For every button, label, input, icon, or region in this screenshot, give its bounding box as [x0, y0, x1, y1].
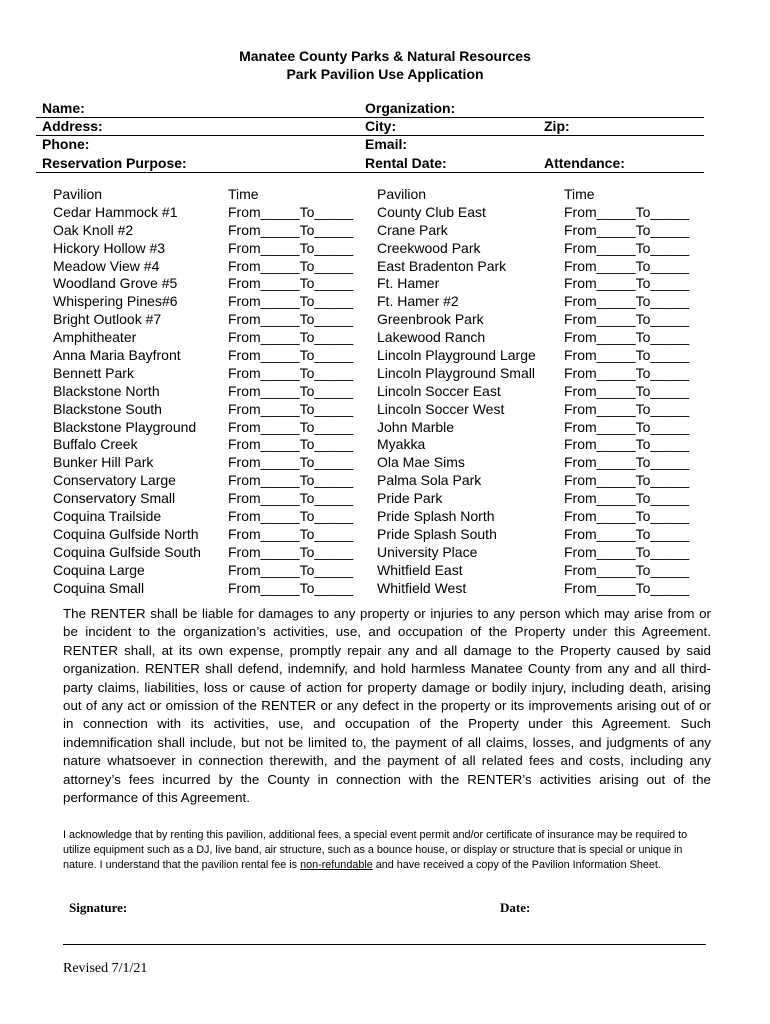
time-range-field[interactable]: From_____To_____ — [564, 329, 690, 346]
pavilion-row — [53, 436, 373, 454]
time-range-field[interactable]: From_____To_____ — [564, 490, 690, 507]
pavilion-name: Creekwood Park — [377, 239, 481, 256]
pavilion-row — [53, 383, 373, 401]
pavilion-name: Pride Park — [377, 490, 443, 507]
time-range-field[interactable]: From_____To_____ — [228, 329, 354, 346]
pavilion-row — [377, 544, 707, 562]
pavilion-name: Coquina Trailside — [53, 508, 162, 525]
pavilion-name: Coquina Gulfside North — [53, 525, 199, 542]
pavilion-name: Conservatory Large — [53, 472, 176, 489]
time-range-field[interactable]: From_____To_____ — [564, 257, 690, 274]
time-range-field[interactable]: From_____To_____ — [564, 472, 690, 489]
pavilion-name: Coquina Gulfside South — [53, 543, 201, 560]
time-range-field[interactable]: From_____To_____ — [228, 364, 354, 381]
time-range-field[interactable]: From_____To_____ — [228, 561, 354, 578]
time-range-field[interactable]: From_____To_____ — [228, 579, 354, 596]
time-range-field[interactable]: From_____To_____ — [564, 418, 690, 435]
reservation-purpose-field[interactable]: Reservation Purpose: — [42, 155, 187, 171]
time-range-field[interactable]: From_____To_____ — [228, 472, 354, 489]
time-range-field[interactable]: From_____To_____ — [228, 311, 354, 328]
pavilion-row — [377, 526, 707, 544]
time-range-field[interactable]: From_____To_____ — [564, 579, 690, 596]
pavilion-name: Ola Mae Sims — [377, 454, 465, 471]
revision-date: Revised 7/1/21 — [63, 961, 148, 976]
pavilion-row — [377, 311, 707, 329]
pavilion-name: Blackstone South — [53, 400, 162, 417]
title-line-2: Park Pavilion Use Application — [286, 66, 484, 82]
liability-paragraph: The RENTER shall be liable for damages to any property or injuries to any person which may arise from or be incident to the organization’s activities, use, and occupation of the Property under this Agreement. RENTER shall, at its own expense, promptly repair any and all damage to the Property caused by said organization. RENTER shall defend, indemnify, and hold harmless Manatee County from any and all third-party claims, liabilities, loss or cause of action for property damage or bodily injury, including death, arising out of any act or omission of the RENTER or any defect in the property or its improvements arising out of or in connection with its activities, use, and occupation of the Property under this Agreement. Such indemnification shall include, but not be limited to, the payment of all claims, losses, and judgments of any nature whatsoever in connection therewith, and the payment of all related fees and costs, including any attorney’s fees incurred by the County in connection with the RENTER’s activities arising out of the performance of this Agreement. — [63, 606, 711, 806]
pavilion-row — [377, 329, 707, 347]
time-range-field[interactable]: From_____To_____ — [564, 543, 690, 560]
pavilion-row — [53, 508, 373, 526]
pavilion-name: Buffalo Creek — [53, 436, 138, 453]
acknowledgement-paragraph — [63, 828, 703, 874]
time-range-field[interactable]: From_____To_____ — [564, 347, 690, 364]
time-range-field[interactable]: From_____To_____ — [564, 508, 690, 525]
signature-line — [63, 944, 706, 945]
pavilion-name: Whitfield West — [377, 579, 467, 596]
pavilion-row — [377, 419, 707, 437]
name-field[interactable]: Name: — [42, 100, 85, 116]
pavilion-row — [377, 580, 707, 598]
pavilion-row — [53, 401, 373, 419]
pavilion-name: Palma Sola Park — [377, 472, 482, 489]
pavilion-row — [53, 222, 373, 240]
pavilion-name: University Place — [377, 543, 478, 560]
pavilion-name: Pride Splash South — [377, 525, 497, 542]
time-header: Time — [228, 186, 259, 202]
time-range-field[interactable]: From_____To_____ — [228, 436, 354, 453]
time-range-field[interactable]: From_____To_____ — [228, 454, 354, 471]
list-header — [377, 186, 707, 204]
pavilion-row — [377, 490, 707, 508]
city-field[interactable]: City: — [365, 118, 397, 134]
pavilion-row — [377, 240, 707, 258]
signature-field[interactable]: Signature: — [69, 900, 128, 915]
pavilion-name: Lakewood Ranch — [377, 329, 486, 346]
pavilion-name: Woodland Grove #5 — [53, 275, 178, 292]
pavilion-row — [53, 204, 373, 222]
pavilion-name: Anna Maria Bayfront — [53, 347, 181, 364]
pavilion-row — [377, 401, 707, 419]
address-field[interactable]: Address: — [42, 118, 103, 134]
non-refundable-text: non-refundable — [300, 859, 373, 872]
time-range-field[interactable]: From_____To_____ — [564, 311, 690, 328]
pavilion-list-right — [377, 186, 707, 597]
pavilion-name: Lincoln Playground Large — [377, 347, 536, 364]
time-range-field[interactable]: From_____To_____ — [564, 382, 690, 399]
pavilion-row — [377, 222, 707, 240]
pavilion-row — [53, 258, 373, 276]
pavilion-name: Lincoln Soccer West — [377, 400, 505, 417]
pavilion-row — [377, 472, 707, 490]
time-range-field[interactable]: From_____To_____ — [564, 400, 690, 417]
time-range-field[interactable]: From_____To_____ — [564, 561, 690, 578]
time-range-field[interactable]: From_____To_____ — [228, 418, 354, 435]
pavilion-name: Hickory Hollow #3 — [53, 239, 166, 256]
pavilion-name: Ft. Hamer #2 — [377, 293, 459, 310]
list-header — [53, 186, 373, 204]
pavilion-row — [53, 329, 373, 347]
pavilion-name: Bright Outlook #7 — [53, 311, 162, 328]
pavilion-name: Whispering Pines#6 — [53, 293, 178, 310]
pavilion-row — [53, 562, 373, 580]
pavilion-row — [53, 419, 373, 437]
pavilion-row — [377, 293, 707, 311]
attendance-field[interactable]: Attendance: — [544, 155, 625, 171]
pavilion-name: Myakka — [377, 436, 426, 453]
pavilion-row — [377, 454, 707, 472]
acknowledgement-text-end: and have received a copy of the Pavilion Information Sheet. — [372, 859, 661, 872]
pavilion-name: Pride Splash North — [377, 508, 495, 525]
pavilion-row — [53, 240, 373, 258]
zip-field[interactable]: Zip: — [544, 118, 570, 134]
pavilion-name: Lincoln Playground Small — [377, 364, 535, 381]
pavilion-row — [377, 383, 707, 401]
time-range-field[interactable]: From_____To_____ — [564, 203, 690, 220]
time-range-field[interactable]: From_____To_____ — [228, 221, 354, 238]
time-range-field[interactable]: From_____To_____ — [564, 454, 690, 471]
pavilion-row — [53, 544, 373, 562]
pavilion-row — [53, 311, 373, 329]
pavilion-row — [53, 454, 373, 472]
divider — [36, 172, 704, 173]
time-range-field[interactable]: From_____To_____ — [564, 275, 690, 292]
pavilion-name: Bunker Hill Park — [53, 454, 154, 471]
pavilion-name: Conservatory Small — [53, 490, 176, 507]
pavilion-name: County Club East — [377, 203, 486, 220]
time-range-field[interactable]: From_____To_____ — [564, 436, 690, 453]
pavilion-name: Greenbrook Park — [377, 311, 484, 328]
pavilion-row — [53, 580, 373, 598]
pavilion-row — [53, 293, 373, 311]
pavilion-row — [53, 365, 373, 383]
pavilion-name: John Marble — [377, 418, 455, 435]
time-range-field[interactable]: From_____To_____ — [228, 543, 354, 560]
title-line-1: Manatee County Parks & Natural Resources — [239, 48, 531, 64]
pavilion-name: East Bradenton Park — [377, 257, 507, 274]
pavilion-row — [53, 490, 373, 508]
pavilion-name: Oak Knoll #2 — [53, 221, 134, 238]
time-range-field[interactable]: From_____To_____ — [228, 293, 354, 310]
time-range-field[interactable]: From_____To_____ — [228, 382, 354, 399]
time-range-field[interactable]: From_____To_____ — [228, 275, 354, 292]
time-range-field[interactable]: From_____To_____ — [228, 525, 354, 542]
pavilion-header: Pavilion — [53, 186, 103, 202]
pavilion-name: Amphitheater — [53, 329, 137, 346]
time-range-field[interactable]: From_____To_____ — [228, 508, 354, 525]
time-header: Time — [564, 186, 595, 202]
time-range-field[interactable]: From_____To_____ — [564, 525, 690, 542]
pavilion-row — [377, 508, 707, 526]
time-range-field[interactable]: From_____To_____ — [228, 400, 354, 417]
pavilion-row — [377, 436, 707, 454]
pavilion-name: Whitfield East — [377, 561, 463, 578]
pavilion-row — [377, 275, 707, 293]
pavilion-row — [377, 365, 707, 383]
pavilion-list-left — [53, 186, 373, 597]
time-range-field[interactable]: From_____To_____ — [564, 293, 690, 310]
time-range-field[interactable]: From_____To_____ — [228, 347, 354, 364]
pavilion-row — [53, 472, 373, 490]
email-field[interactable]: Email: — [365, 136, 408, 152]
pavilion-row — [53, 275, 373, 293]
pavilion-header: Pavilion — [377, 186, 427, 202]
time-range-field[interactable]: From_____To_____ — [228, 490, 354, 507]
pavilion-name: Cedar Hammock #1 — [53, 203, 178, 220]
pavilion-name: Crane Park — [377, 221, 448, 238]
pavilion-name: Ft. Hamer — [377, 275, 440, 292]
time-range-field[interactable]: From_____To_____ — [228, 239, 354, 256]
organization-field[interactable]: Organization: — [365, 100, 456, 116]
pavilion-name: Coquina Small — [53, 579, 145, 596]
pavilion-row — [53, 526, 373, 544]
pavilion-name: Lincoln Soccer East — [377, 382, 501, 399]
time-range-field[interactable]: From_____To_____ — [564, 221, 690, 238]
pavilion-name: Coquina Large — [53, 561, 145, 578]
phone-field[interactable]: Phone: — [42, 136, 90, 152]
pavilion-row — [53, 347, 373, 365]
pavilion-row — [377, 204, 707, 222]
pavilion-name: Meadow View #4 — [53, 257, 160, 274]
time-range-field[interactable]: From_____To_____ — [564, 364, 690, 381]
time-range-field[interactable]: From_____To_____ — [228, 203, 354, 220]
date-field[interactable]: Date: — [500, 900, 531, 915]
rental-date-field[interactable]: Rental Date: — [365, 155, 447, 171]
acknowledgement-text: I acknowledge that by renting this pavilion, additional fees, a special event permit and/or certificate of insurance may be required to utilize equipment such as a DJ, live band, air structure, such as a bounce house, or display or structure that is special or unique in nature. I understand that the pavilion rental fee is — [63, 829, 688, 872]
pavilion-row — [377, 258, 707, 276]
time-range-field[interactable]: From_____To_____ — [564, 239, 690, 256]
pavilion-name: Blackstone Playground — [53, 418, 197, 435]
pavilion-row — [377, 347, 707, 365]
pavilion-name: Bennett Park — [53, 364, 134, 381]
time-range-field[interactable]: From_____To_____ — [228, 257, 354, 274]
pavilion-row — [377, 562, 707, 580]
pavilion-name: Blackstone North — [53, 382, 160, 399]
